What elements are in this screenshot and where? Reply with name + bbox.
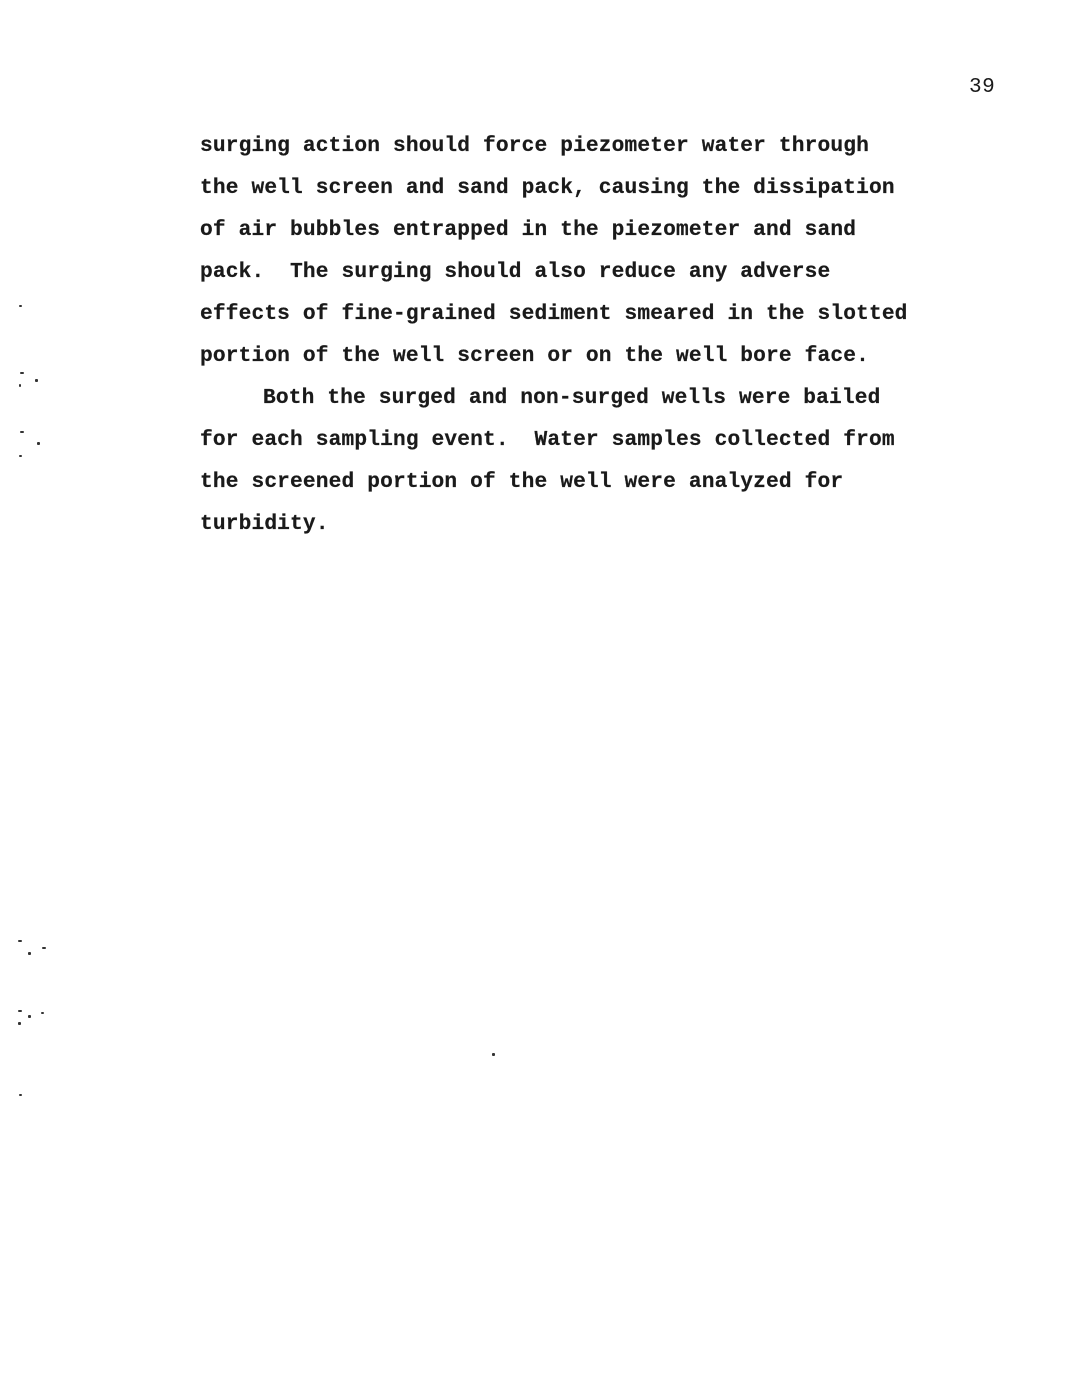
scan-speck	[28, 1015, 31, 1018]
scan-speck	[37, 442, 40, 445]
scan-speck	[19, 1094, 22, 1096]
scan-speck	[18, 940, 22, 942]
page-number: 39	[969, 76, 996, 99]
scan-speck	[19, 305, 22, 307]
scan-speck	[492, 1053, 495, 1056]
text-line: portion of the well screen or on the well bore face.	[200, 344, 869, 368]
scan-speck	[42, 947, 46, 949]
text-line: of air bubbles entrapped in the piezometer and sand	[200, 218, 857, 242]
scan-speck	[35, 379, 38, 382]
text-line: the screened portion of the well were analyzed for	[200, 470, 844, 494]
text-line: surging action should force piezometer water through	[200, 134, 869, 158]
scan-speck	[41, 1012, 44, 1014]
text-line: turbidity.	[200, 512, 329, 536]
scan-speck	[19, 384, 21, 387]
text-line: for each sampling event. Water samples collected from	[200, 428, 895, 452]
scan-speck	[20, 431, 24, 433]
scan-speck	[28, 952, 31, 955]
scan-speck	[18, 1022, 21, 1025]
scan-speck	[20, 372, 24, 374]
scan-speck	[18, 1010, 22, 1012]
text-line: effects of fine-grained sediment smeared in the slotted	[200, 302, 908, 326]
scan-speck	[19, 455, 22, 457]
paragraph-start-line: Both the surged and non-surged wells were bailed	[263, 386, 881, 410]
text-line: pack. The surging should also reduce any adverse	[200, 260, 831, 284]
text-line: the well screen and sand pack, causing the dissipation	[200, 176, 895, 200]
